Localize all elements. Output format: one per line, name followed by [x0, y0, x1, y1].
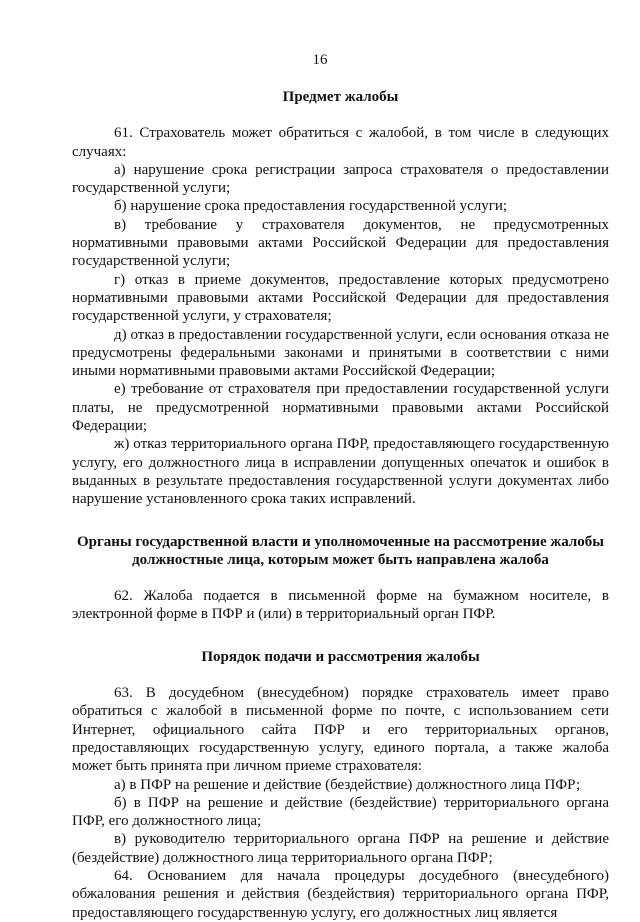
section-heading: Предмет жалобы	[282, 89, 399, 105]
list-item-d: д) отказ в предоставлении государственной услуги, если основания отказа не предусмотрены федеральными законами и принятыми в соответствии с ними иными нормативными правовыми актами Российской Федерации;	[72, 326, 609, 380]
list-item-a: а) нарушение срока регистрации запроса страхователя о предоставлении государственной услуги;	[72, 161, 609, 197]
list-item-v: в) требование у страхователя документов, не предусмотренных нормативными правовыми актами Российской Федерации для предоставления государственной услуги;	[72, 216, 609, 270]
document-body	[72, 88, 609, 922]
section-heading: Органы государственной власти и уполномоченные на рассмотрение жалобы должностные лица, которым может быть направлена жалоба	[76, 533, 605, 568]
list-item-g: г) отказ в приеме документов, предоставление которых предусмотрено нормативными правовыми актами Российской Федерации для предоставления государственной услуги, у страхователя;	[72, 271, 609, 325]
paragraph-62: 62. Жалоба подается в письменной форме на бумажном носителе, в электронной форме в ПФР и (или) в территориальный орган ПФР.	[72, 588, 609, 623]
list-item-v: в) руководителю территориального органа ПФР на решение и действие (бездействие) должностного лица территориального органа ПФР;	[72, 831, 609, 866]
list-item-e: е) требование от страхователя при предоставлении государственной услуги платы, не предусмотренной нормативными правовыми актами Российской Федерации;	[72, 381, 609, 435]
paragraph-63: 63. В досудебном (внесудебном) порядке страхователь имеет право обратиться с жалобой в письменной форме по почте, с использованием сети Интернет, официального сайта ПФР и его территориальных органов, предоставляющих государственную услугу, единого портала, а также жалоба может быть принята при личном приеме страхователя:	[72, 685, 609, 775]
list-item-zh: ж) отказ территориального органа ПФР, предоставляющего государственную услугу, его должностного лица в исправлении допущенных опечаток и ошибок в выданных в результате предоставления государственной услуги документах либо нарушение установленного срока таких исправлений.	[72, 436, 609, 508]
paragraph-61: 61. Страхователь может обратиться с жалобой, в том числе в следующих случаях:	[72, 125, 609, 160]
section-heading: Порядок подачи и рассмотрения жалобы	[201, 648, 480, 665]
page-number: 16	[312, 52, 328, 68]
list-item-b: б) в ПФР на решение и действие (бездействие) территориального органа ПФР, его должностного лица;	[72, 794, 609, 830]
paragraph-64: 64. Основанием для начала процедуры досудебного (внесудебного) обжалования решения и действия (бездействия) территориального органа ПФР, предоставляющего государственную услугу, его должностных лиц является	[72, 867, 609, 921]
list-item-b: б) нарушение срока предоставления государственной услуги;	[114, 198, 508, 215]
list-item-a: а) в ПФР на решение и действие (бездействие) должностного лица ПФР;	[114, 776, 581, 793]
